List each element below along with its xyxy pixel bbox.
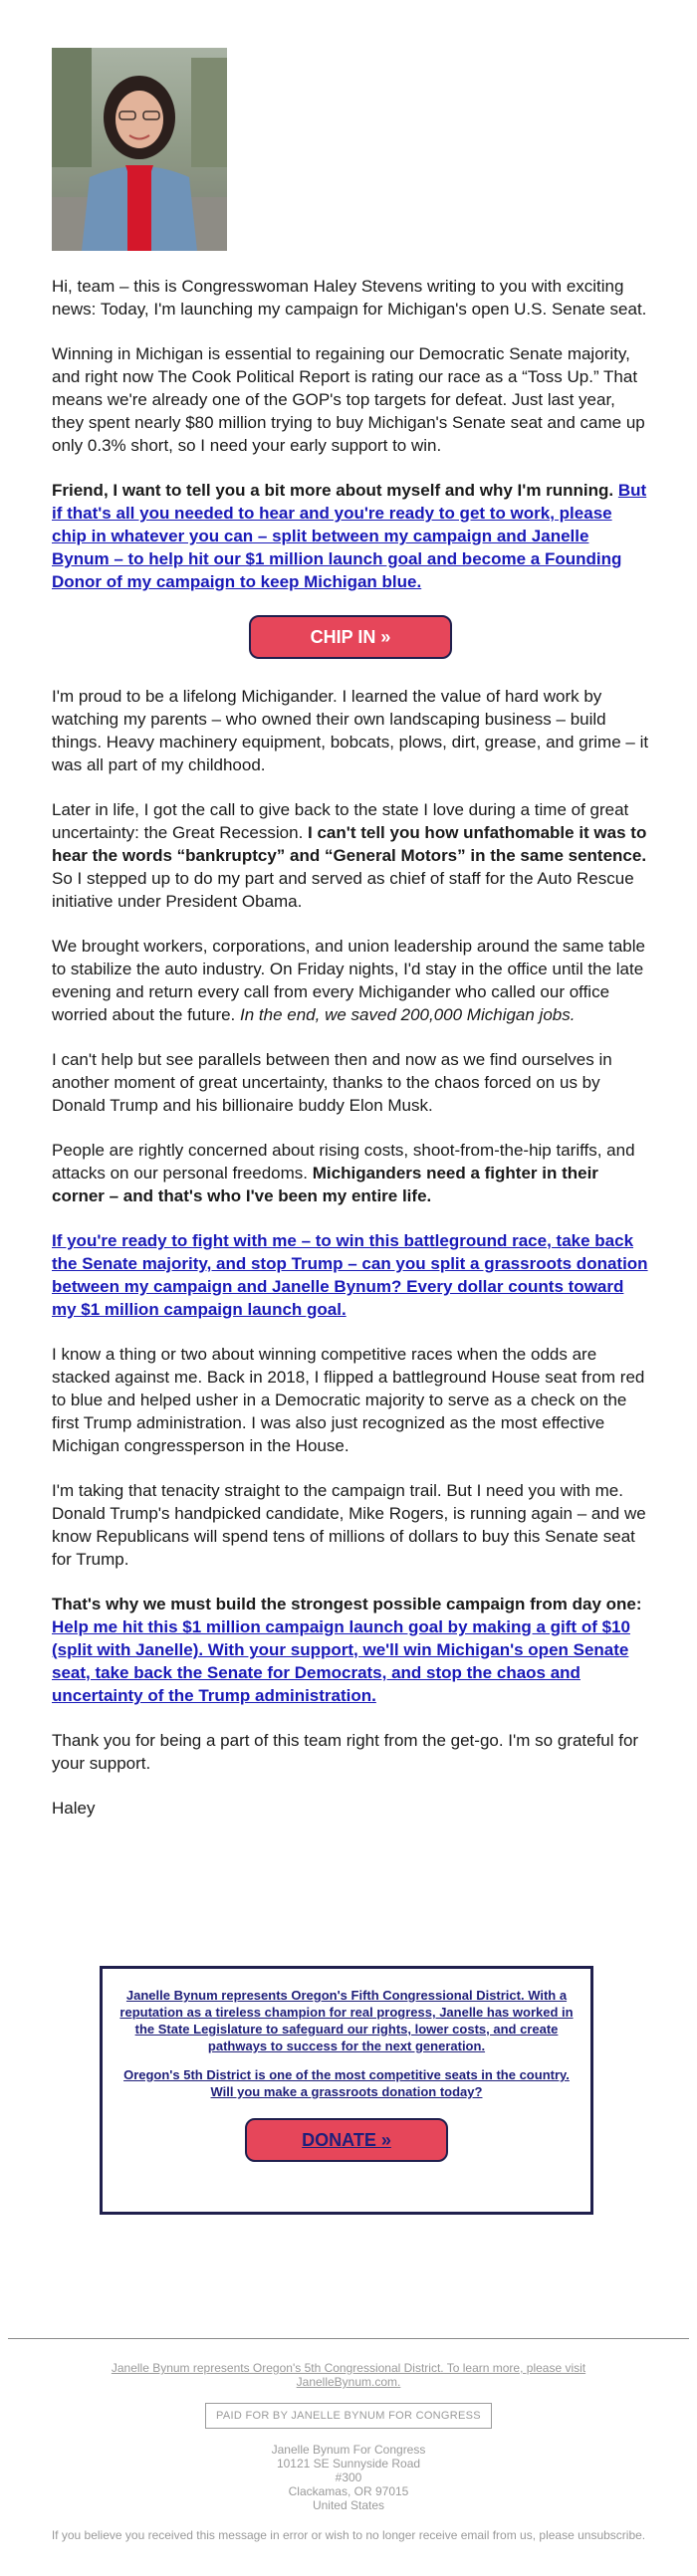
competitive-races-paragraph: I know a thing or two about winning competitive races when the odds are stacked against me. Back in 2018, I flipped a battleground House seat from red to blue and helped usher in a Democratic majority to serve as a check on the first Trump administration. I was also just recognized as the most effective Michigan congressperson in the House. (52, 1345, 645, 1455)
address-line: Clackamas, OR 97015 (288, 2484, 409, 2498)
paid-for-disclaimer: PAID FOR BY JANELLE BYNUM FOR CONGRESS (205, 2403, 492, 2429)
candidate-photo (52, 48, 227, 251)
auto-industry-text: We brought workers, corporations, and union leadership around the same table to stabilize the auto industry. On Friday nights, I'd stay in the office until the late evening and return every call from every Michigander who called our office worried about the future. (52, 937, 645, 1024)
thank-you-paragraph: Thank you for being a part of this team right from the get-go. I'm so grateful for your support. (52, 1731, 639, 1773)
auto-industry-paragraph (52, 935, 649, 1026)
strongest-campaign-paragraph (52, 1593, 649, 1707)
footer-divider (8, 2338, 689, 2339)
campaign-trail-paragraph: I'm taking that tenacity straight to the campaign trail. But I need you with me. Donald Trump's handpicked candidate, Mike Rogers, is running again – and we know Republicans will spend tens of millions of dollars to buy this Senate seat for Trump. (52, 1481, 646, 1569)
address-line: #300 (335, 2470, 362, 2484)
bankruptcy-bold-text: I can't tell you how unfathomable it was to hear the words “bankruptcy” and “General Motors” in the same sentence. (52, 823, 647, 865)
parallels-paragraph: I can't help but see parallels between then and now as we find ourselves in another moment of great uncertainty, thanks to the chaos forced on us by Donald Trump and his billionaire buddy Elon Musk. (52, 1050, 612, 1115)
ten-dollar-gift-link[interactable]: Help me hit this $1 million campaign launch goal by making a gift of $10 (split with Janelle). With your support, we'll win Michigan's open Senate seat, take back the Senate for Democrats, and stop the chaos and uncertainty of the Trump administration. (52, 1617, 630, 1705)
concerns-text: People are rightly concerned about rising costs, shoot-from-the-hip tariffs, and attacks on our personal freedoms. (52, 1141, 635, 1182)
unsubscribe-text[interactable]: If you believe you received this message in error or wish to no longer receive email from us, please unsubscribe. (51, 2528, 646, 2542)
lifelong-michigander-paragraph: I'm proud to be a lifelong Michigander. I learned the value of hard work by watching my parents – who owned their own landscaping business – build things. Heavy machinery equipment, bobcats, plows, dirt, grease, and grime – it was all part of my childhood. (52, 687, 649, 774)
saved-jobs-italic-text: In the end, we saved 200,000 Michigan jobs. (240, 1005, 576, 1024)
oregon-district-paragraph (118, 2066, 575, 2100)
oregon-district-link[interactable]: Oregon's 5th District is one of the most competitive seats in the country. Will you make a grassroots donation today? (123, 2067, 570, 2099)
footer-represents-link[interactable]: Janelle Bynum represents Oregon's 5th Congressional District. To learn more, please visit JanelleBynum.com. (111, 2361, 586, 2389)
great-recession-text: Later in life, I got the call to give back to the state I love during a time of great uncertainty: the Great Recession. (52, 800, 629, 842)
great-recession-paragraph (52, 798, 649, 913)
concerns-paragraph (52, 1139, 649, 1207)
janelle-bio-link[interactable]: Janelle Bynum represents Oregon's Fifth Congressional District. With a reputation as a tireless champion for real progress, Janelle has worked in the State Legislature to safeguard our rights, lower costs, and create pathways to success for the next generation. (119, 1988, 574, 2053)
grassroots-donation-link[interactable]: If you're ready to fight with me – to win this battleground race, take back the Senate majority, and stop Trump – can you split a grassroots donation between my campaign and Janelle Bynum? Every dollar counts toward my $1 million campaign launch goal. (52, 1231, 648, 1319)
footer (0, 2361, 697, 2542)
fight-with-me-paragraph (52, 1229, 649, 1321)
janelle-bio-paragraph (118, 1987, 575, 2054)
mailing-address (0, 2443, 697, 2512)
strongest-campaign-bold-text: That's why we must build the strongest possible campaign from day one: (52, 1595, 642, 1613)
footer-represents-wrapper (100, 2361, 597, 2389)
why-running-paragraph (52, 479, 649, 593)
janelle-bynum-box (100, 1966, 593, 2215)
email-body (52, 275, 649, 1841)
signature: Haley (52, 1799, 96, 1818)
candidate-portrait-image (52, 48, 227, 251)
address-line: United States (312, 2498, 385, 2512)
intro-paragraph: Hi, team – this is Congresswoman Haley Stevens writing to you with exciting news: Today, I'm launching my campaign for Michigan's open U.S. Senate seat. (52, 277, 647, 319)
chip-in-button[interactable]: CHIP IN » (249, 615, 452, 659)
auto-rescue-text: So I stepped up to do my part and served as chief of staff for the Auto Rescue initiative under President Obama. (52, 869, 634, 911)
why-running-bold-text: Friend, I want to tell you a bit more about myself and why I'm running. (52, 481, 614, 500)
address-line: Janelle Bynum For Congress (271, 2443, 426, 2457)
donate-button[interactable]: DONATE » (245, 2118, 448, 2162)
toss-up-paragraph: Winning in Michigan is essential to regaining our Democratic Senate majority, and right now The Cook Political Report is rating our race as a “Toss Up.” That means we're already one of the GOP's top targets for defeat. Just last year, they spent nearly $80 million trying to buy Michigan's Senate seat and came up only 0.3% short, so I need your early support to win. (52, 344, 645, 455)
address-line: 10121 SE Sunnyside Road (276, 2457, 421, 2470)
chip-in-text-link[interactable]: But if that's all you needed to hear and you're ready to get to work, please chip in whatever you can – split between my campaign and Janelle Bynum – to help hit our $1 million launch goal and become a Founding Donor of my campaign to keep Michigan blue. (52, 481, 647, 591)
fighter-bold-text: Michiganders need a fighter in their corner – and that's who I've been my entire life. (52, 1164, 598, 1205)
